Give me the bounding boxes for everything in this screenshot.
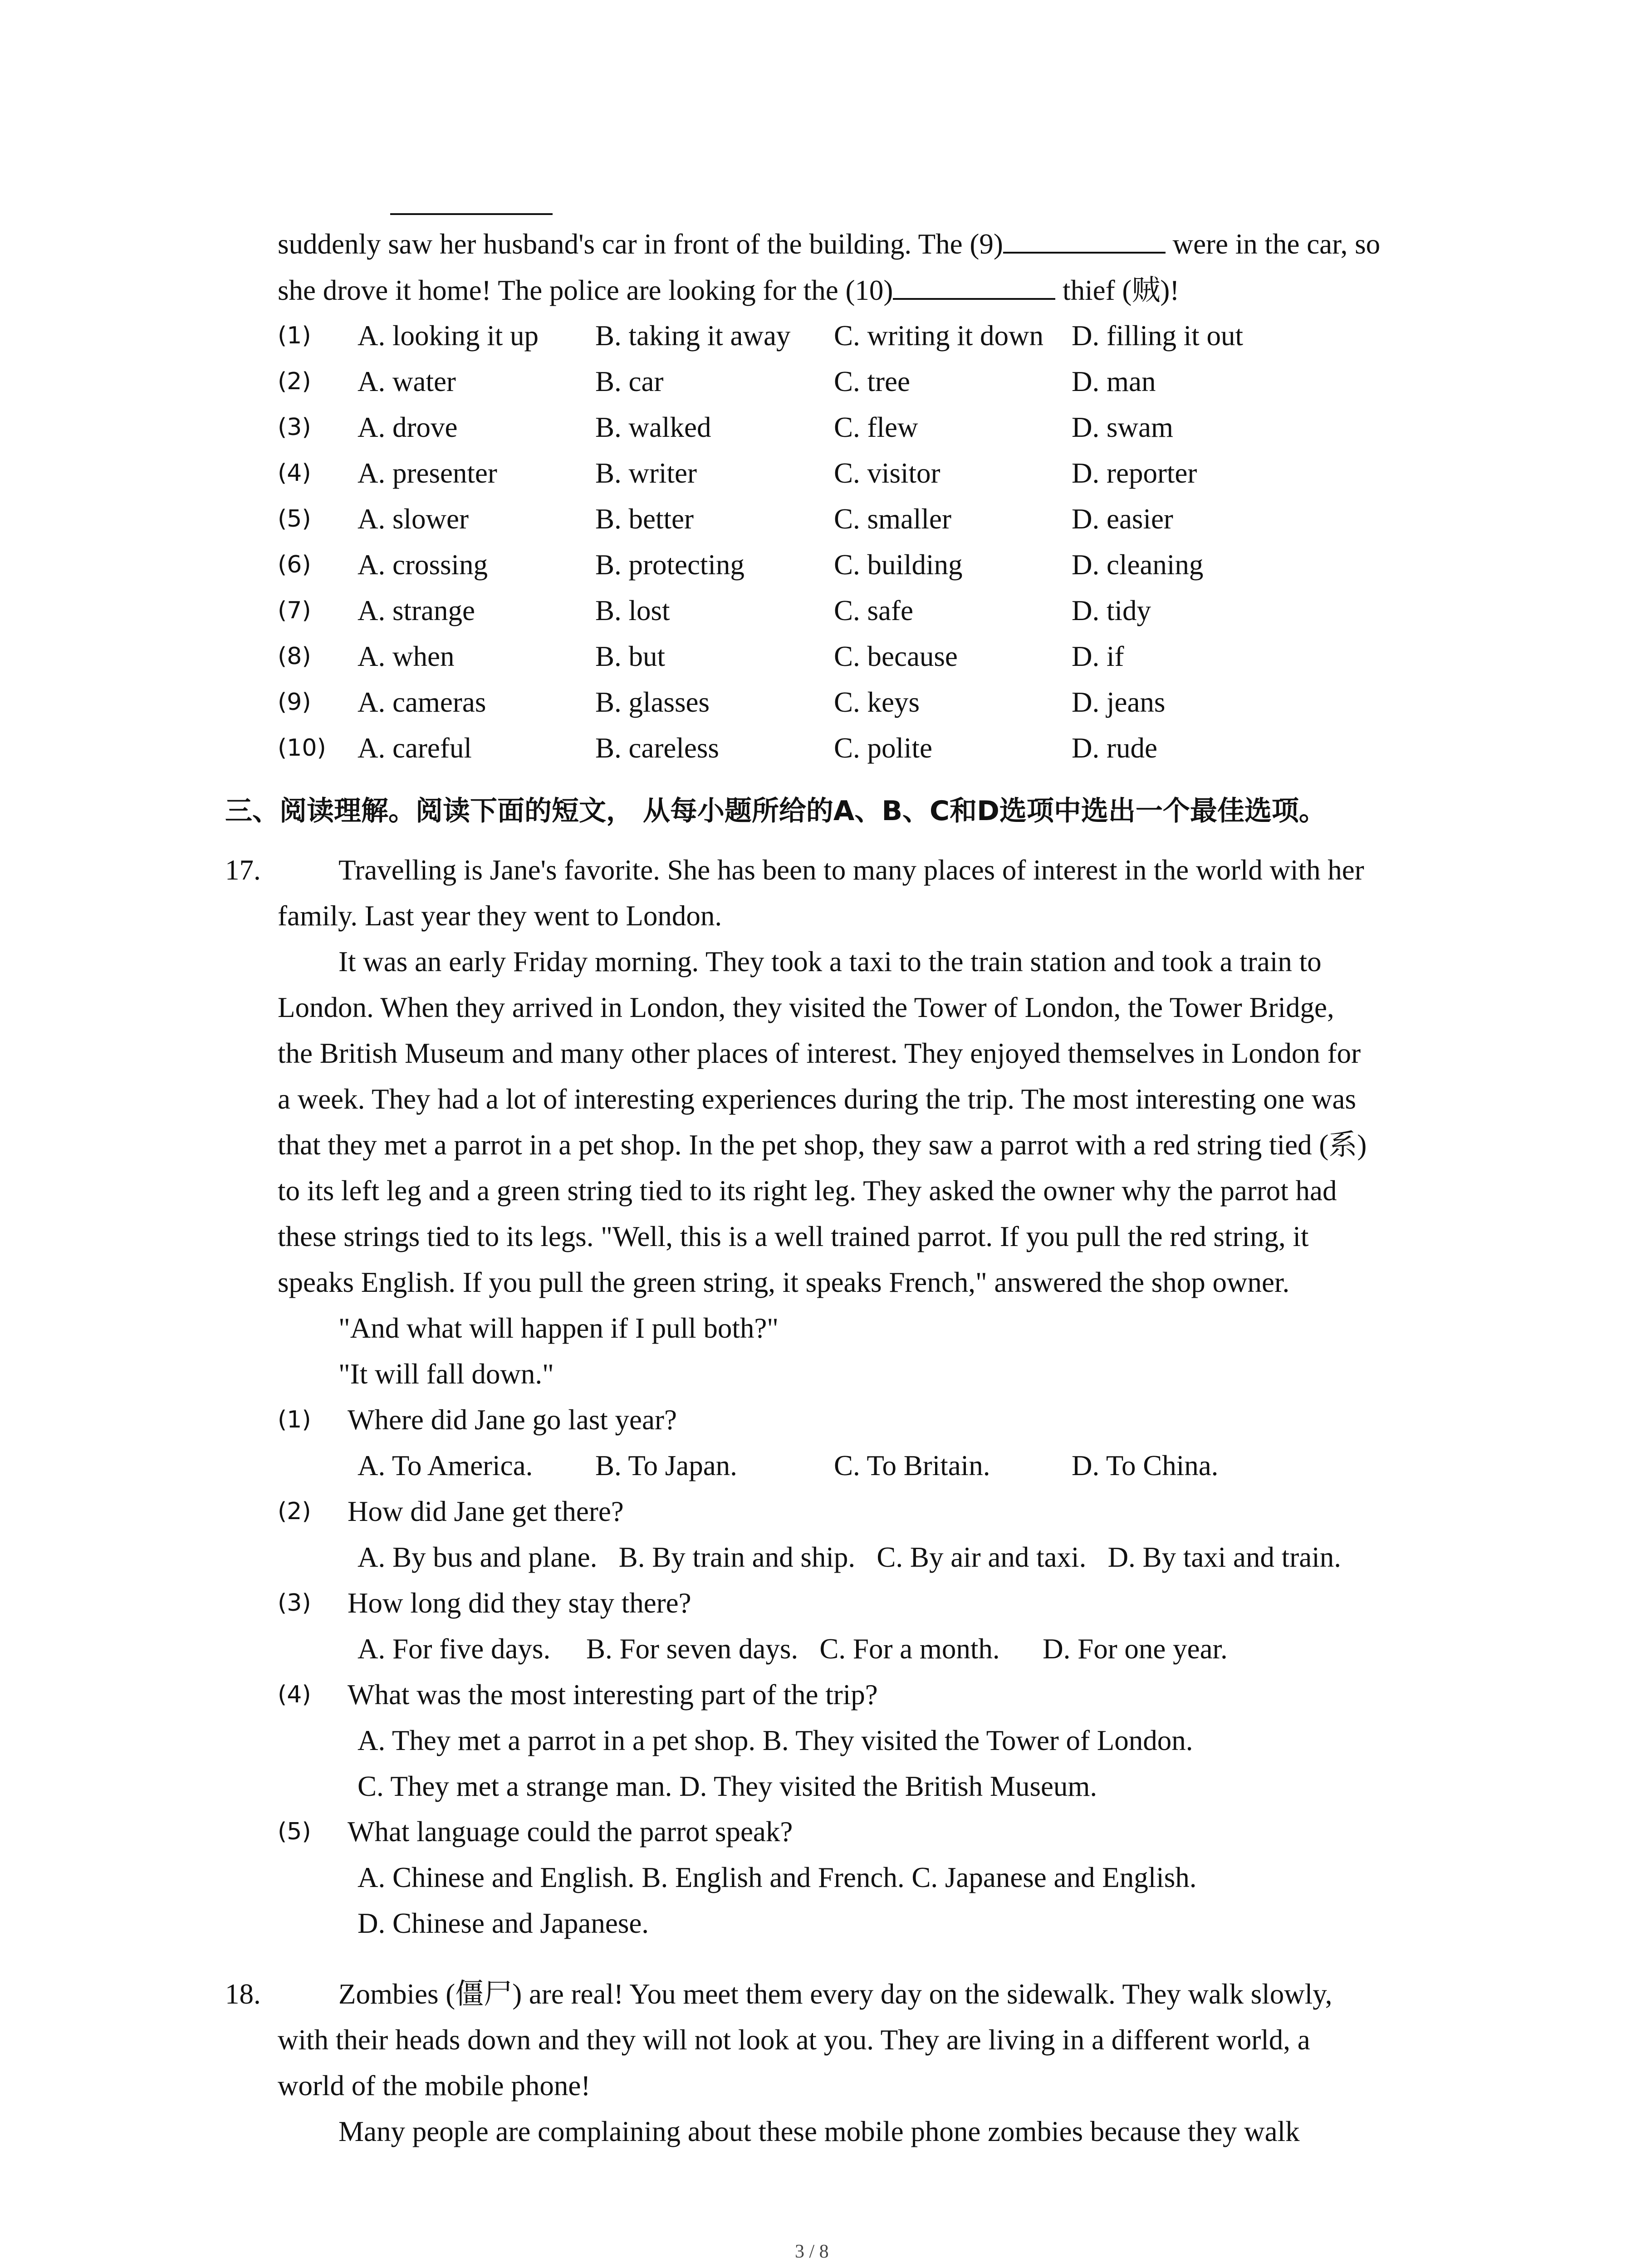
- passage-line: speaks English. If you pull the green string, it speaks French," answered the shop owner.: [278, 1266, 1290, 1298]
- passage-line: that they met a parrot in a pet shop. In the pet shop, they saw a parrot with a red string tied (系): [278, 1129, 1367, 1161]
- answer-option: B. To Japan.: [595, 1450, 737, 1481]
- cloze-line-1: [278, 226, 1380, 262]
- question-stem: Where did Jane go last year?: [348, 1404, 677, 1436]
- answer-options-line: D. Chinese and Japanese.: [358, 1907, 649, 1939]
- option-c: C. safe: [834, 595, 913, 626]
- cloze-text: suddenly saw her husband's car in front of the building. The (9): [278, 228, 1003, 260]
- answer-options-line: C. They met a strange man. D. They visited the British Museum.: [358, 1770, 1097, 1802]
- option-c: C. keys: [834, 686, 920, 718]
- option-c: C. polite: [834, 732, 932, 764]
- option-number: (1): [278, 322, 311, 349]
- option-d: D. jeans: [1072, 686, 1166, 718]
- cloze-line-2: [278, 272, 1179, 308]
- question-stem: What language could the parrot speak?: [348, 1816, 793, 1848]
- question-number: (3): [278, 1589, 311, 1617]
- option-c: C. flew: [834, 411, 918, 443]
- answer-options-line: A. They met a parrot in a pet shop. B. They visited the Tower of London.: [358, 1725, 1193, 1756]
- option-b: B. writer: [595, 457, 697, 489]
- passage-line: a week. They had a lot of interesting experiences during the trip. The most interesting one was: [278, 1083, 1356, 1115]
- passage-line: with their heads down and they will not look at you. They are living in a different world, a: [278, 2024, 1310, 2056]
- option-a: A. drove: [358, 411, 458, 443]
- question-number: (2): [278, 1498, 311, 1525]
- option-d: D. easier: [1072, 503, 1173, 535]
- option-c: C. because: [834, 640, 958, 672]
- question-number: (5): [278, 1818, 311, 1845]
- question-number: (1): [278, 1406, 311, 1433]
- option-d: D. if: [1072, 640, 1124, 672]
- cloze-text: she drove it home! The police are looking for the (10): [278, 274, 893, 306]
- answer-blank: [893, 274, 1055, 300]
- passage-line: Many people are complaining about these mobile phone zombies because they walk: [338, 2116, 1300, 2147]
- passage-line: family. Last year they went to London.: [278, 900, 722, 932]
- option-d: D. swam: [1072, 411, 1173, 443]
- passage-line: "It will fall down.": [338, 1358, 554, 1390]
- option-number: (9): [278, 689, 311, 716]
- option-number: (8): [278, 643, 311, 670]
- option-b: B. but: [595, 640, 666, 672]
- question-stem: How did Jane get there?: [348, 1496, 624, 1527]
- option-b: B. protecting: [595, 549, 745, 581]
- option-a: A. presenter: [358, 457, 497, 489]
- question-number: (4): [278, 1681, 311, 1708]
- option-b: B. taking it away: [595, 320, 791, 352]
- option-b: B. glasses: [595, 686, 710, 718]
- option-number: (3): [278, 414, 311, 441]
- passage-line: Travelling is Jane's favorite. She has been to many places of interest in the world with her: [338, 854, 1364, 886]
- option-b: B. walked: [595, 411, 711, 443]
- page-number: 3 / 8: [795, 2241, 829, 2262]
- option-b: B. car: [595, 366, 664, 397]
- question-stem: How long did they stay there?: [348, 1587, 691, 1619]
- option-d: D. filling it out: [1072, 320, 1243, 352]
- option-a: A. looking it up: [358, 320, 539, 352]
- option-number: (6): [278, 551, 311, 578]
- passage-line: the British Museum and many other places of interest. They enjoyed themselves in London for: [278, 1037, 1361, 1069]
- option-number: (4): [278, 459, 311, 487]
- section-heading: 三、阅读理解。阅读下面的短文， 从每小题所给的A、B、C和D选项中选出一个最佳选项。: [225, 795, 1326, 827]
- passage-line: to its left leg and a green string tied to its right leg. They asked the owner why the parrot had: [278, 1175, 1337, 1207]
- answer-options-line: A. By bus and plane. B. By train and ship. C. By air and taxi. D. By taxi and train.: [358, 1541, 1341, 1573]
- option-d: D. tidy: [1072, 595, 1151, 626]
- passage-line: world of the mobile phone!: [278, 2070, 591, 2102]
- answer-option: C. To Britain.: [834, 1450, 990, 1481]
- option-a: A. crossing: [358, 549, 488, 581]
- passage-line: "And what will happen if I pull both?": [338, 1312, 779, 1344]
- passage-line: these strings tied to its legs. "Well, this is a well trained parrot. If you pull the red string, it: [278, 1221, 1309, 1252]
- option-a: A. water: [358, 366, 456, 397]
- option-c: C. writing it down: [834, 320, 1044, 352]
- option-d: D. reporter: [1072, 457, 1197, 489]
- option-a: A. strange: [358, 595, 475, 626]
- option-a: A. cameras: [358, 686, 486, 718]
- answer-option: D. To China.: [1072, 1450, 1219, 1481]
- question-stem: What was the most interesting part of the trip?: [348, 1679, 878, 1711]
- answer-blank: [1003, 228, 1166, 254]
- cloze-text: were in the car, so: [1165, 228, 1381, 260]
- option-c: C. building: [834, 549, 963, 581]
- option-d: D. cleaning: [1072, 549, 1204, 581]
- answer-option: A. To America.: [358, 1450, 533, 1481]
- option-number: (2): [278, 368, 311, 395]
- option-b: B. careless: [595, 732, 719, 764]
- passage-line: It was an early Friday morning. They took a taxi to the train station and took a train to: [338, 946, 1322, 978]
- passage-line: London. When they arrived in London, they visited the Tower of London, the Tower Bridge,: [278, 992, 1334, 1023]
- option-d: D. rude: [1072, 732, 1157, 764]
- option-number: (5): [278, 505, 311, 533]
- cloze-text: thief (贼)!: [1055, 274, 1180, 306]
- option-a: A. when: [358, 640, 455, 672]
- option-c: C. visitor: [834, 457, 941, 489]
- option-a: A. careful: [358, 732, 472, 764]
- option-number: (7): [278, 597, 311, 624]
- answer-blank-line: [390, 213, 553, 215]
- question-number: 18.: [225, 1978, 261, 2010]
- answer-options-line: A. Chinese and English. B. English and French. C. Japanese and English.: [358, 1862, 1197, 1893]
- question-number: 17.: [225, 854, 261, 886]
- answer-options-line: A. For five days. B. For seven days. C. For a month. D. For one year.: [358, 1633, 1228, 1665]
- option-b: B. better: [595, 503, 694, 535]
- option-c: C. smaller: [834, 503, 951, 535]
- option-b: B. lost: [595, 595, 670, 626]
- option-number: (10): [278, 734, 326, 762]
- option-c: C. tree: [834, 366, 910, 397]
- option-a: A. slower: [358, 503, 469, 535]
- passage-line: Zombies (僵尸) are real! You meet them every day on the sidewalk. They walk slowly,: [338, 1978, 1332, 2010]
- option-d: D. man: [1072, 366, 1156, 397]
